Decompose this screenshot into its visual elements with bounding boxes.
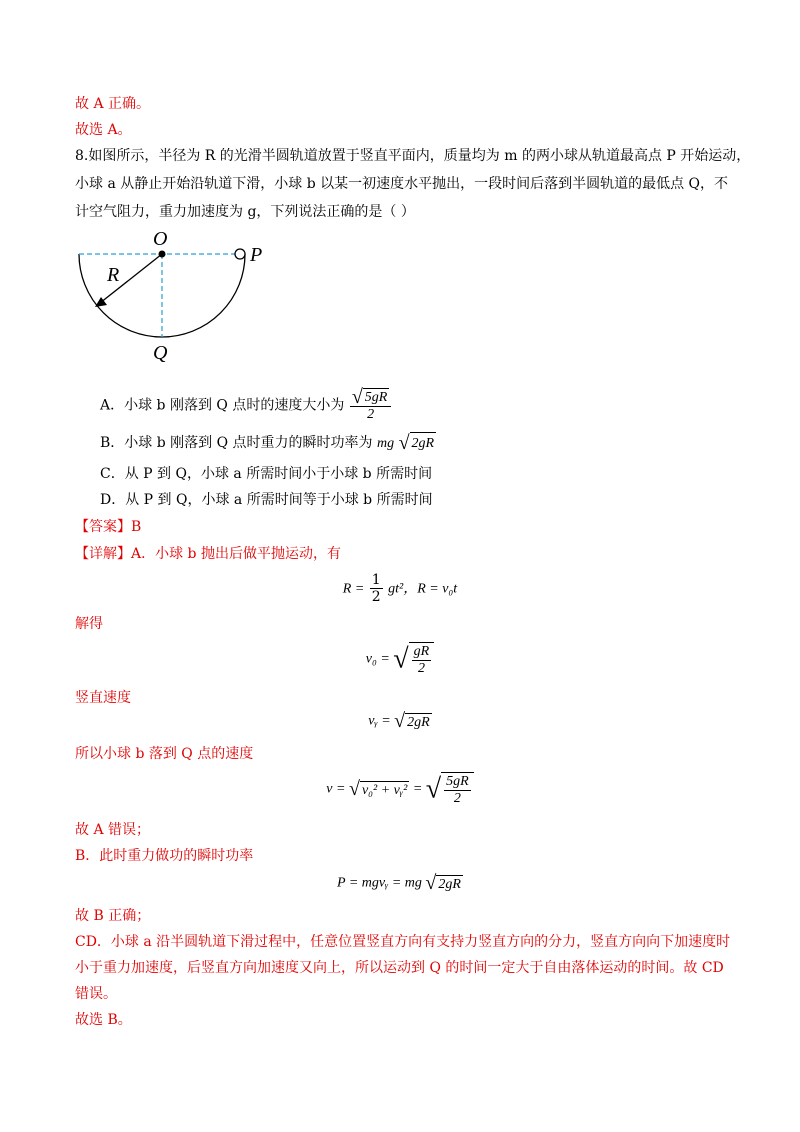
- equation-4: v = √ v₀² + vᵧ² = √ $\frac{5gR}{2}$: [0, 772, 800, 807]
- option-d: D．从 P 到 Q，小球 a 所需时间等于小球 b 所需时间: [100, 492, 433, 508]
- eq1-lhs: R =: [342, 581, 365, 597]
- detail-so: 所以小球 b 落到 Q 点的速度: [75, 746, 254, 762]
- detail-tag: 【详解】: [75, 546, 131, 562]
- detail-final: 故选 B。: [75, 1012, 132, 1028]
- label-r: R: [107, 264, 120, 286]
- option-b-text: B．小球 b 刚落到 Q 点时重力的瞬时功率为: [100, 435, 373, 451]
- equation-5: P = mgvᵧ = mg √ 2gR: [337, 872, 461, 894]
- label-p: P: [250, 244, 263, 266]
- detail-cd-line-1: CD．小球 a 沿半圆轨道下滑过程中，任意位置竖直方向有支持力竖直方向的分力，竖直方向向下加速度时: [75, 934, 731, 950]
- eq5-lhs: P = mgvᵧ = mg: [337, 875, 422, 891]
- detail-b-right: 故 B 正确；: [75, 908, 151, 924]
- detail-solve: 解得: [75, 616, 103, 632]
- detail-intro: A．小球 b 抛出后做平抛运动，有: [131, 546, 341, 562]
- option-c: C．从 P 到 Q，小球 a 所需时间小于小球 b 所需时间: [100, 466, 433, 482]
- equation-2: v₀ = √ $\frac{gR}{2}$: [0, 642, 800, 677]
- answer-tag: 【答案】: [75, 519, 131, 535]
- detail-cd-line-2: 小于重力加速度，后竖直方向加速度又向上，所以运动到 Q 的时间一定大于自由落体运动的时间。故 CD: [75, 960, 724, 976]
- question-line-1: 8.如图所示，半径为 R 的光滑半圆轨道放置于竖直平面内，质量均为 m 的两小球从轨道最高点 P 开始运动，: [75, 148, 751, 164]
- center-point: [159, 251, 166, 258]
- question-line-2: 小球 a 从静止开始沿轨道下滑，小球 b 以某一初速度水平抛出，一段时间后落到半圆轨道的最低点 Q，不: [75, 176, 729, 192]
- detail-cd-line-3: 错误。: [75, 986, 117, 1002]
- eq3-radicand: 2gR: [407, 714, 430, 730]
- semicircle-figure: [70, 225, 280, 365]
- equation-1: [0, 572, 800, 605]
- eq2-numerator: gR: [413, 644, 430, 659]
- option-a: [100, 388, 392, 423]
- eq1-denominator: 2: [371, 589, 381, 605]
- option-a-fraction: $\frac{√ 5gR}{2}$: [350, 388, 392, 423]
- eq4-equals: =: [412, 781, 423, 797]
- equation-3: vᵧ = √ 2gR: [368, 710, 430, 732]
- prev-conclusion: 故 A 正确。: [75, 96, 151, 112]
- ball-at-p: [235, 249, 245, 259]
- label-o: O: [153, 228, 168, 250]
- eq4-lhs: v =: [326, 781, 346, 797]
- option-b-radicand: 2gR: [410, 432, 437, 454]
- eq1-rest: gt²，R = v₀t: [388, 581, 458, 597]
- eq2-lhs: v₀ =: [365, 651, 390, 667]
- eq2-denominator: 2: [417, 661, 425, 676]
- question-line-3: 计空气阻力，重力加速度为 g，下列说法正确的是（ ）: [75, 204, 415, 220]
- label-q: Q: [153, 342, 168, 364]
- prev-choice: 故选 A。: [75, 122, 132, 138]
- option-a-denominator: 2: [367, 407, 375, 422]
- detail-vertical-speed: 竖直速度: [75, 690, 131, 706]
- eq3-lhs: vᵧ =: [368, 713, 391, 729]
- detail-b-intro: B．此时重力做功的瞬时功率: [75, 848, 254, 864]
- option-a-text: A．小球 b 刚落到 Q 点时的速度大小为: [100, 397, 345, 414]
- eq4-radicand: v₀² + vᵧ²: [361, 782, 408, 798]
- option-b-prefix: mg: [376, 436, 395, 451]
- detail-intro-row: [75, 544, 341, 564]
- eq5-radicand: 2gR: [438, 876, 461, 892]
- answer-value: B: [131, 519, 142, 535]
- answer-row: [75, 517, 141, 537]
- eq1-numerator: 1: [371, 572, 381, 588]
- option-b: B．小球 b 刚落到 Q 点时重力的瞬时功率为 mg √ 2gR: [100, 432, 435, 454]
- eq4-numerator: 5gR: [446, 774, 469, 789]
- eq4-denominator: 2: [453, 791, 461, 806]
- option-a-numerator: 5gR: [364, 390, 388, 405]
- detail-a-wrong: 故 A 错误；: [75, 822, 151, 838]
